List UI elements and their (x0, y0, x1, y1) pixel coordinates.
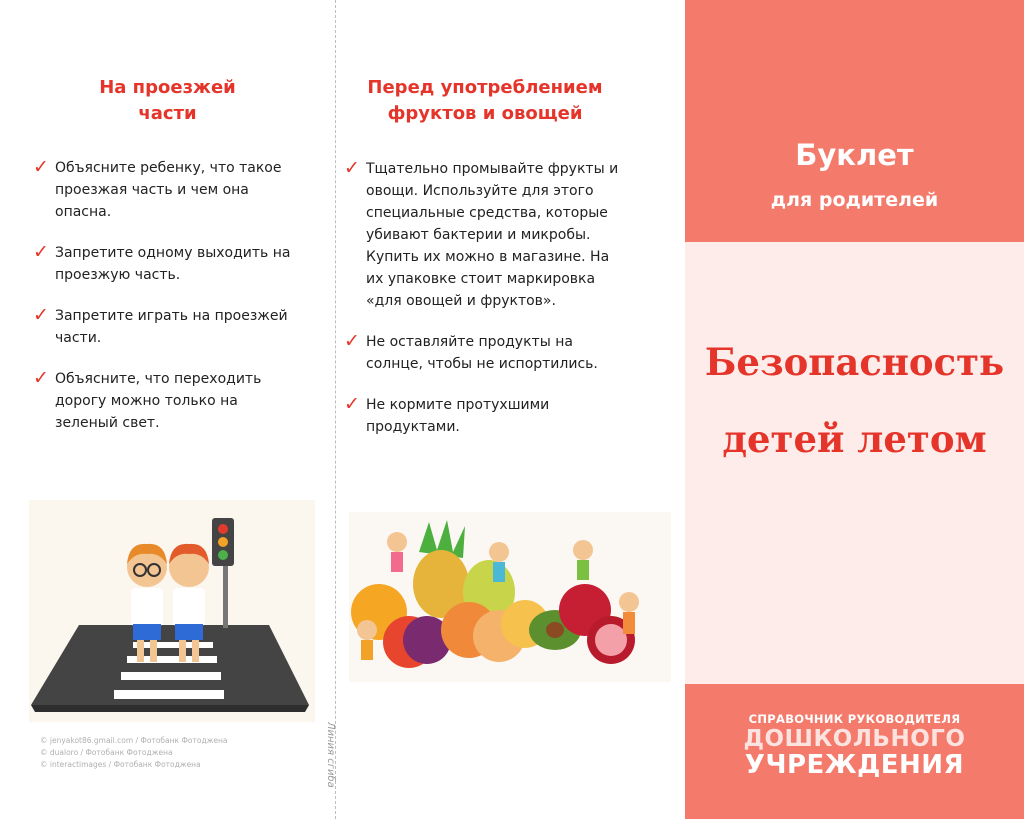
photo-credits (40, 735, 228, 771)
list-item (344, 158, 622, 312)
checkmark-icon: ✓ (344, 330, 360, 352)
road-heading (0, 75, 335, 127)
list-item-text: Объясните ребенку, что такое проезжая часть и чем она опасна. (55, 160, 282, 220)
list-item (33, 305, 293, 349)
list-item (33, 242, 293, 286)
fold-label: Линия сгиба (325, 722, 336, 788)
fruit-heading-line1: Перед употреблением (367, 77, 603, 98)
fruit-tips-list (344, 158, 622, 457)
list-item-text: Не кормите протухшими продуктами. (366, 397, 550, 435)
credit-line: © dualoro / Фотобанк Фотоджена (40, 748, 173, 757)
main-title-line2: детей летом (722, 417, 987, 461)
fruit-heading (336, 75, 634, 127)
fruit-heading-line2: фруктов и овощей (387, 103, 583, 124)
main-title-line1: Безопасность (704, 340, 1005, 384)
booklet-subtitle: для родителей (770, 189, 939, 211)
road-tips-list (33, 157, 293, 453)
list-item (344, 331, 622, 375)
road-heading-line1: На проезжей (99, 77, 236, 98)
booklet-title: Буклет (795, 138, 914, 172)
checkmark-icon: ✓ (33, 156, 49, 178)
list-item-text: Объясните, что переходить дорогу можно только на зеленый свет. (55, 371, 262, 431)
checkmark-icon: ✓ (33, 367, 49, 389)
checkmark-icon: ✓ (33, 241, 49, 263)
checkmark-icon: ✓ (344, 393, 360, 415)
credit-line: © interactimages / Фотобанк Фотоджена (40, 760, 201, 769)
list-item-text: Не оставляйте продукты на солнце, чтобы не испортились. (366, 334, 598, 372)
cover-bottom-band (685, 684, 1024, 819)
cover-top-band (685, 0, 1024, 242)
list-item-text: Тщательно промывайте фрукты и овощи. Используйте для этого специальные средства, которые убивают бактерии и микробы. Купить их можно в магазине. На их упаковке стоит маркировка «для овощей и фруктов». (366, 161, 619, 309)
brand-line1: СПРАВОЧНИК РУКОВОДИТЕЛЯ (748, 712, 961, 726)
checkmark-icon: ✓ (344, 157, 360, 179)
fruits-children-illustration (349, 512, 671, 682)
panel-cover (685, 0, 1024, 819)
list-item (344, 394, 622, 438)
list-item (33, 368, 293, 434)
panel-fruit-safety (336, 0, 684, 819)
checkmark-icon: ✓ (33, 304, 49, 326)
crosswalk-children-illustration (29, 500, 315, 722)
road-heading-line2: части (138, 103, 197, 124)
credit-line: © jenyakot86.gmail.com / Фотобанк Фотоджена (40, 736, 228, 745)
list-item-text: Запретите играть на проезжей части. (55, 308, 288, 346)
cover-middle-band (685, 242, 1024, 684)
brand-line3: УЧРЕЖДЕНИЯ (744, 750, 965, 780)
panel-road-safety (0, 0, 335, 819)
list-item (33, 157, 293, 223)
list-item-text: Запретите одному выходить на проезжую часть. (55, 245, 291, 283)
brand-line2: ДОШКОЛЬНОГО (743, 726, 966, 752)
